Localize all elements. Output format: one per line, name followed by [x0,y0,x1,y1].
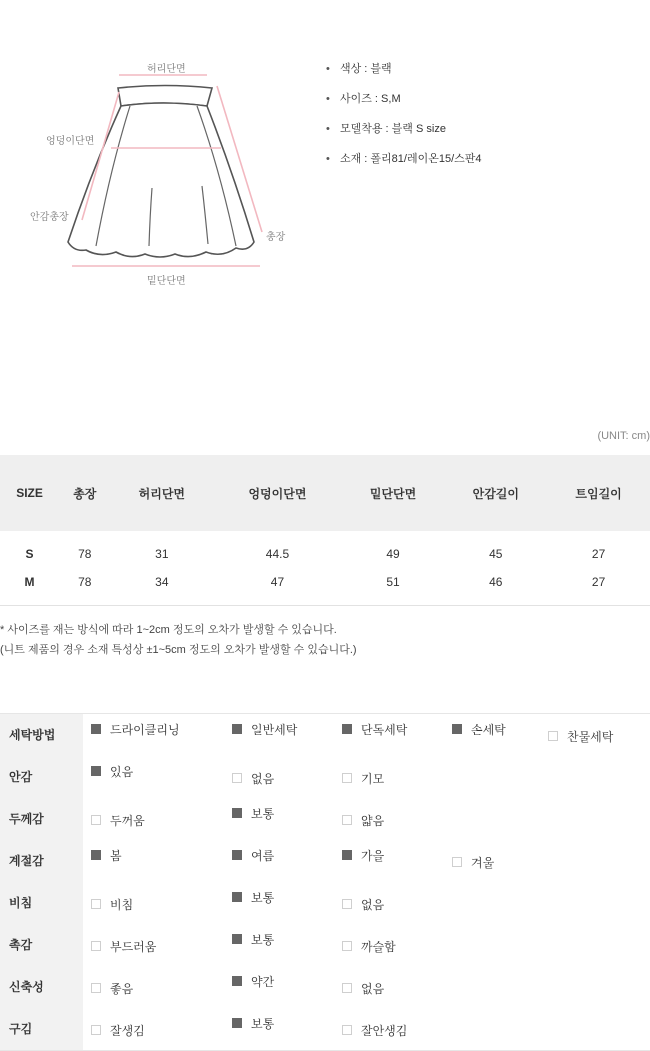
cell-size: S [25,546,34,561]
option-label: 단독세탁 [361,722,408,737]
cell-value: 45 [489,546,503,561]
attribute-option [91,1008,145,1050]
unchecked-box-icon [91,899,101,909]
spec-model: 모델착용 : 블랙 S size [340,123,446,135]
attribute-label: 촉감 [0,924,83,966]
attribute-option [452,840,494,882]
size-table-header [0,455,650,531]
cell-value: 47 [213,568,341,605]
attribute-option [91,840,122,882]
length-label: 총장 [266,232,286,243]
attribute-option [342,798,384,840]
header-waist: 허리단면 [110,455,213,531]
checked-box-icon [452,724,462,734]
attribute-option [342,840,384,882]
checked-box-icon [232,892,242,902]
option-label: 없음 [361,897,385,912]
cell-value: 46 [444,568,547,605]
checked-box-icon [232,808,242,818]
size-notes [0,620,357,660]
header-slit: 트임길이 [547,455,650,531]
checked-box-icon [232,724,242,734]
bullet-icon: • [326,123,330,135]
option-label: 약간 [251,974,275,989]
header-total-length: 총장 [59,455,110,531]
unit-label: (UNIT: cm) [597,430,650,442]
attribute-row [0,714,650,756]
cell-value: 44.5 [265,546,290,561]
attribute-option [91,882,133,924]
bullet-icon: • [326,63,330,75]
option-label: 기모 [361,771,385,786]
checked-box-icon [91,850,101,860]
skirt-body [68,103,254,257]
note-line: (니트 제품의 경우 소재 특성상 ±1~5cm 정도의 오차가 발생할 수 있습니다.) [0,644,357,656]
spec-item [326,122,482,152]
unchecked-box-icon [342,815,352,825]
attribute-option [91,966,133,1008]
table-row [0,568,650,605]
unchecked-box-icon [342,899,352,909]
attribute-option [232,756,274,798]
lining-label: 안감총장 [30,212,69,223]
size-table [0,455,650,606]
skirt-measurement-diagram [0,0,320,300]
spec-color: 색상 : 블랙 [340,63,392,75]
attribute-option [342,924,396,966]
spec-item [326,152,482,182]
checked-box-icon [342,850,352,860]
option-label: 보통 [251,806,275,821]
attribute-option [548,714,613,756]
header-size: SIZE [0,455,59,531]
header-lining: 안감길이 [444,455,547,531]
unchecked-box-icon [452,857,462,867]
cell-value: 78 [78,546,92,561]
unchecked-box-icon [232,773,242,783]
attribute-option [91,924,156,966]
unchecked-box-icon [91,1025,101,1035]
table-row [0,531,650,568]
attribute-option [91,798,145,840]
option-label: 없음 [361,981,385,996]
attribute-option [342,714,407,756]
cell-value: 49 [386,546,400,561]
checked-box-icon [232,850,242,860]
attribute-label: 계절감 [0,840,83,882]
product-attribute-table [0,713,650,1051]
cell-size: M [0,568,59,605]
unchecked-box-icon [548,731,558,741]
attribute-label: 비침 [0,882,83,924]
bullet-icon: • [326,93,330,105]
option-label: 부드러움 [110,939,157,954]
cell-value: 27 [591,546,606,561]
option-label: 일반세탁 [251,722,298,737]
attribute-option [342,756,384,798]
attribute-option [232,966,274,1008]
unchecked-box-icon [342,983,352,993]
hem-label: 밑단단면 [147,276,186,287]
bullet-icon: • [326,153,330,165]
product-spec-list [326,62,482,182]
spec-item [326,62,482,92]
cell-value: 51 [342,568,445,605]
option-label: 손세탁 [471,722,506,737]
option-label: 잘안생김 [361,1023,408,1038]
attribute-row [0,882,650,924]
checked-box-icon [91,724,101,734]
cell-value: 34 [110,568,213,605]
option-label: 얇음 [361,813,385,828]
option-label: 좋음 [110,981,134,996]
attribute-row [0,798,650,840]
option-label: 잘생김 [110,1023,145,1038]
option-label: 두꺼움 [110,813,145,828]
checked-box-icon [342,724,352,734]
attribute-option [232,1008,274,1050]
option-label: 보통 [251,932,275,947]
waist-label: 허리단면 [147,64,186,75]
unchecked-box-icon [342,941,352,951]
attribute-option [232,924,274,966]
checked-box-icon [232,1018,242,1028]
attribute-option [91,756,133,798]
attribute-option [232,840,274,882]
attribute-option [91,714,180,756]
attribute-option [452,714,506,756]
cell-value: 78 [59,568,110,605]
unchecked-box-icon [342,773,352,783]
hip-label: 엉덩이단면 [46,136,95,147]
option-label: 보통 [251,1016,275,1031]
checked-box-icon [232,976,242,986]
skirt-illustration [0,0,320,300]
unchecked-box-icon [91,815,101,825]
attribute-row [0,840,650,882]
option-label: 겨울 [471,855,495,870]
attribute-row [0,924,650,966]
attribute-option [232,882,274,924]
option-label: 봄 [110,848,122,863]
option-label: 보통 [251,890,275,905]
option-label: 여름 [251,848,275,863]
unchecked-box-icon [342,1025,352,1035]
spec-item [326,92,482,122]
option-label: 드라이클리닝 [110,722,180,737]
cell-value: 27 [547,568,650,605]
unchecked-box-icon [91,941,101,951]
attribute-row [0,1008,650,1050]
header-hem: 밑단단면 [342,455,445,531]
attribute-option [232,714,297,756]
attribute-option [232,798,274,840]
option-label: 비침 [110,897,134,912]
option-label: 없음 [251,771,275,786]
cell-value: 31 [155,546,169,561]
spec-size: 사이즈 : S,M [340,93,401,105]
unchecked-box-icon [91,983,101,993]
attribute-option [342,1008,407,1050]
attribute-label: 구김 [0,1008,83,1050]
checked-box-icon [232,934,242,944]
attribute-label: 두께감 [0,798,83,840]
note-line: * 사이즈를 재는 방식에 따라 1~2cm 정도의 오차가 발생할 수 있습니다. [0,624,337,636]
attribute-row [0,966,650,1008]
option-label: 까슬함 [361,939,396,954]
attribute-option [342,882,384,924]
attribute-label: 세탁방법 [0,714,83,756]
checked-box-icon [91,766,101,776]
spec-material: 소재 : 폴리81/레이온15/스판4 [340,153,482,165]
option-label: 찬물세탁 [567,729,614,744]
attribute-row [0,756,650,798]
attribute-label: 안감 [0,756,83,798]
option-label: 있음 [110,764,134,779]
header-hip: 엉덩이단면 [213,455,341,531]
attribute-option [342,966,384,1008]
option-label: 가을 [361,848,385,863]
attribute-label: 신축성 [0,966,83,1008]
